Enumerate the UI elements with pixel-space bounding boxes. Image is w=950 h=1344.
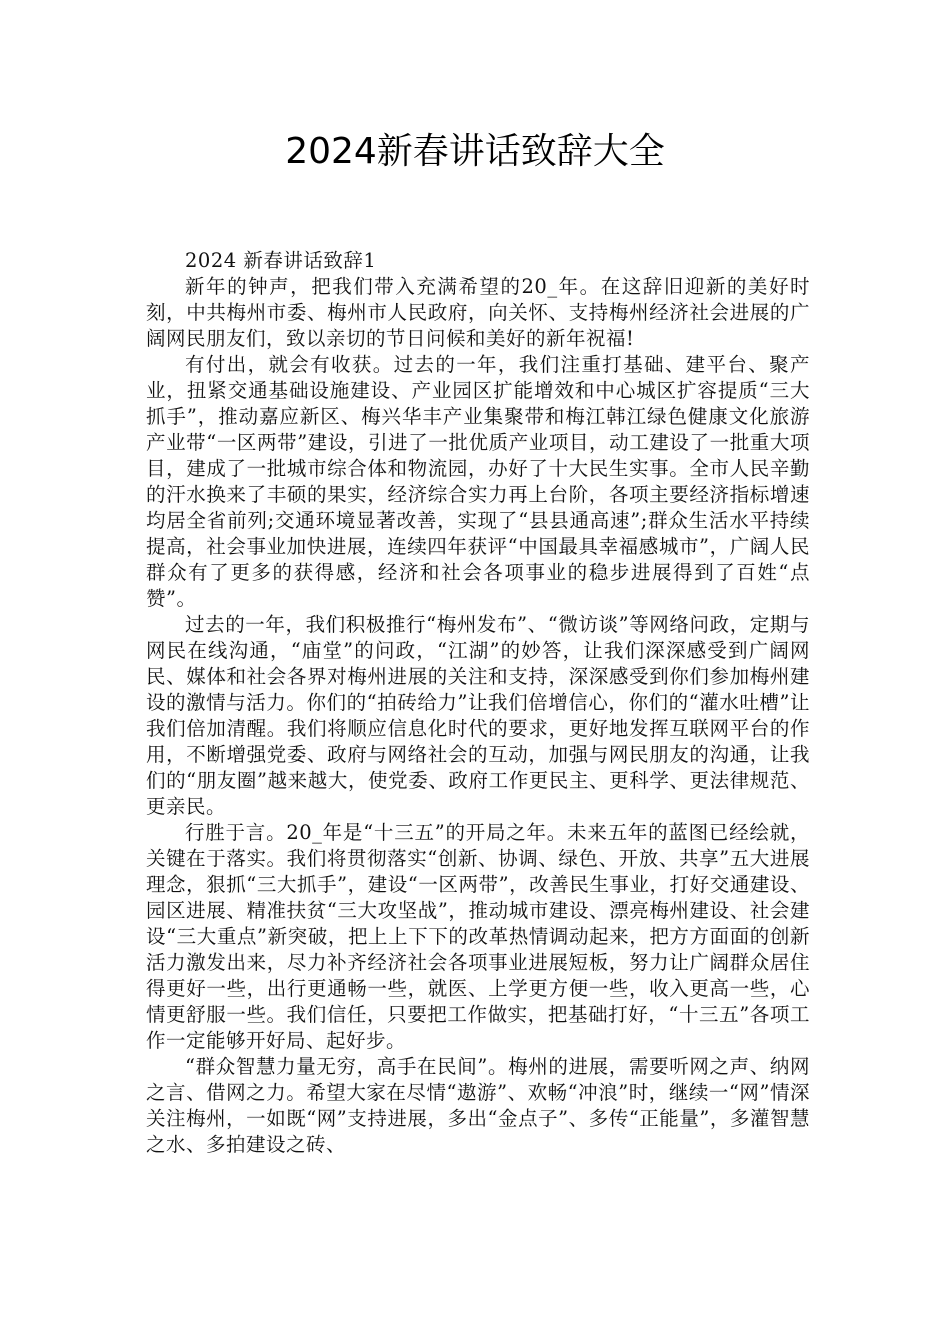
paragraph: 新年的钟声，把我们带入充满希望的20_年。在这辞旧迎新的美好时刻，中共梅州市委、梅州市人民政府，向关怀、支持梅州经济社会进展的广阔网民朋友们，致以亲切的节日问候和美好的新年祝福! [146,275,810,350]
paragraph: 行胜于言。20_年是“十三五”的开局之年。未来五年的蓝图已经绘就，关键在于落实。我们将贯彻落实“创新、协调、绿色、开放、共享”五大进展理念，狠抓“三大抓手”，建设“一区两带”，改善民生事业，打好交通建设、园区进展、精准扶贫“三大攻坚战”，推动城市建设、漂亮梅州建设、社会建设“三大重点”新突破，把上上下下的改革热情调动起来，把方方面面的创新活力激发出来，尽力补齐经济社会各项事业进展短板，努力让广阔群众居住得更好一些，出行更通畅一些，就医、上学更方便一些，收入更高一些，心情更舒服一些。我们信任，只要把工作做实，把基础打好，“十三五”各项工作一定能够开好局、起好步。 [146,821,810,1052]
paragraph: 有付出，就会有收获。过去的一年，我们注重打基础、建平台、聚产业，扭紧交通基础设施建设、产业园区扩能增效和中心城区扩容提质“三大抓手”，推动嘉应新区、梅兴华丰产业集聚带和梅江韩江绿色健康文化旅游产业带“一区两带”建设，引进了一批优质产业项目，动工建设了一批重大项目，建成了一批城市综合体和物流园，办好了十大民生实事。全市人民辛勤的汗水换来了丰硕的果实，经济综合实力再上台阶，各项主要经济指标增速均居全省前列;交通环境显著改善，实现了“县县通高速”;群众生活水平持续提高，社会事业加快进展，连续四年获评“中国最具幸福感城市”，广阔人民群众有了更多的获得感，经济和社会各项事业的稳步进展得到了百姓“点赞”。 [146,353,810,610]
paragraph: 过去的一年，我们积极推行“梅州发布”、“微访谈”等网络问政，定期与网民在线沟通，“庙堂”的问政，“江湖”的妙答，让我们深深感受到广阔网民、媒体和社会各界对梅州进展的关注和支持，深深感受到你们参加梅州建设的激情与活力。你们的“拍砖给力”让我们倍增信心，你们的“灌水吐槽”让我们倍加清醒。我们将顺应信息化时代的要求，更好地发挥互联网平台的作用，不断增强党委、政府与网络社会的互动，加强与网民朋友的沟通，让我们的“朋友圈”越来越大，使党委、政府工作更民主、更科学、更法律规范、更亲民。 [146,613,810,818]
paragraph: “群众智慧力量无穷，高手在民间”。梅州的进展，需要听网之声、纳网之言、借网之力。希望大家在尽情“遨游”、欢畅“冲浪”时，继续一“网”情深关注梅州，一如既“网”支持进展，多出“金点子”、多传“正能量”，多灌智慧之水、多拍建设之砖、 [146,1055,810,1156]
document-title: 2024新春讲话致辞大全 [285,131,665,172]
document-body [146,248,810,1158]
section-heading: 2024 新春讲话致辞1 [185,249,377,272]
